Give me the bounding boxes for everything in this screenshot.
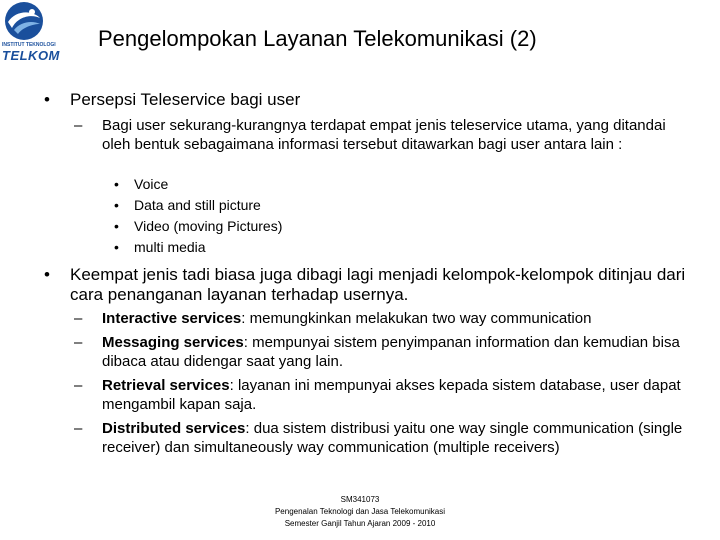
sub-bullet-marker: – (74, 377, 83, 394)
sub-bullet-text (102, 376, 692, 414)
service-desc: : mempunyai sistem penyimpanan information dan kemudian bisa dibaca atau didengar saat yang lain. (102, 334, 680, 370)
sub-bullet-marker: – (74, 117, 83, 134)
service-term: Interactive services (102, 310, 242, 327)
sub-bullet-text (102, 419, 692, 457)
bullet-marker: • (44, 90, 50, 109)
sub-bullet-text (102, 333, 692, 371)
telkom-emblem-icon (2, 0, 46, 42)
sub-bullet-text (102, 309, 692, 328)
list-item-text: multi media (134, 239, 206, 255)
service-term: Distributed services (102, 420, 246, 437)
page-title: Pengelompokan Layanan Telekomunikasi (2) (98, 26, 537, 51)
telkom-logo (0, 0, 60, 68)
bullet-text: Persepsi Teleservice bagi user (70, 90, 301, 109)
service-term: Messaging services (102, 334, 244, 351)
service-desc: : memungkinkan melakukan two way communication (241, 310, 592, 327)
service-desc: : dua sistem distribusi yaitu one way single communication (single receiver) dan simultaneously way communication (multiple receivers) (102, 420, 683, 456)
slide-footer (0, 494, 720, 530)
list-marker: • (114, 218, 119, 234)
bullet-text: Keempat jenis tadi biasa juga dibagi lagi menjadi kelompok-kelompok ditinjau dari cara penanganan layanan terhadap usernya. (70, 265, 686, 304)
list-item-text: Video (moving Pictures) (134, 218, 283, 234)
list-item-text: Data and still picture (134, 197, 261, 213)
list-marker: • (114, 239, 119, 255)
footer-course-name: Pengenalan Teknologi dan Jasa Telekomunikasi (274, 507, 446, 516)
bullet-marker: • (44, 265, 50, 284)
sub-bullet-marker: – (74, 420, 83, 437)
list-item-text: Voice (134, 176, 169, 192)
service-term: Retrieval services (102, 377, 230, 394)
service-desc: : layanan ini mempunyai akses kepada sistem database, user dapat mengambil kapan saja. (102, 377, 681, 413)
list-marker: • (114, 176, 119, 192)
logo-brand-text: TELKOM (2, 48, 60, 63)
footer-semester: Semester Ganjil Tahun Ajaran 2009 - 2010 (284, 519, 436, 528)
sub-bullet-marker: – (74, 310, 83, 327)
list-marker: • (114, 197, 119, 213)
sub-bullet-text: Bagi user sekurang-kurangnya terdapat empat jenis teleservice utama, yang ditandai oleh bentuk sebagaimana informasi tersebut ditawarkan bagi user antara lain : (102, 117, 666, 153)
footer-course-code: SM341073 (340, 495, 380, 504)
logo-institute-text: INSTITUT TEKNOLOGI (2, 42, 56, 48)
sub-bullet-marker: – (74, 334, 83, 351)
